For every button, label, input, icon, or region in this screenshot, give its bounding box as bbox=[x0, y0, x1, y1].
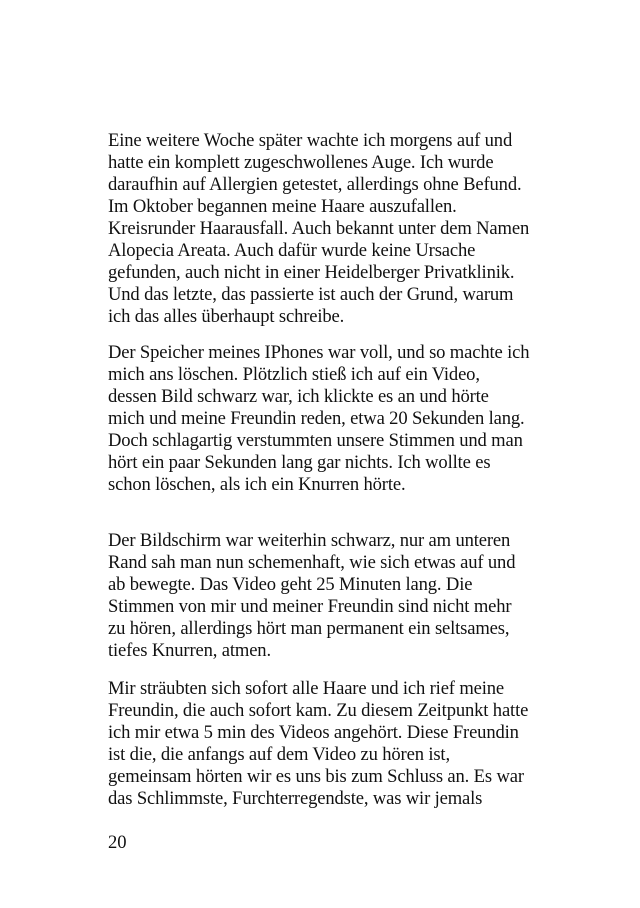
page-number: 20 bbox=[108, 832, 127, 853]
text-line: Der Speicher meines IPhones war voll, und so machte ich bbox=[108, 342, 530, 363]
text-line: ich mir etwa 5 min des Videos angehört. Diese Freundin bbox=[108, 722, 519, 743]
text-line: das Schlimmste, Furchterregendste, was wir jemals bbox=[108, 788, 483, 809]
text-line: Freundin, die auch sofort kam. Zu diesem Zeitpunkt hatte bbox=[108, 700, 529, 721]
text-line: zu hören, allerdings hört man permanent ein seltsames, bbox=[108, 618, 510, 639]
text-line: Alopecia Areata. Auch dafür wurde keine Ursache bbox=[108, 240, 476, 261]
text-line: gefunden, auch nicht in einer Heidelberger Privatklinik. bbox=[108, 262, 515, 283]
text-line: Doch schlagartig verstummten unsere Stimmen und man bbox=[108, 430, 523, 451]
text-line: hört ein paar Sekunden lang gar nichts. Ich wollte es bbox=[108, 452, 491, 473]
text-line: dessen Bild schwarz war, ich klickte es an und hörte bbox=[108, 386, 489, 407]
text-line: daraufhin auf Allergien getestet, allerdings ohne Befund. bbox=[108, 174, 522, 195]
text-line: Stimmen von mir und meiner Freundin sind nicht mehr bbox=[108, 596, 512, 617]
text-line: gemeinsam hörten wir es uns bis zum Schluss an. Es war bbox=[108, 766, 524, 787]
text-line: mich und meine Freundin reden, etwa 20 Sekunden lang. bbox=[108, 408, 525, 429]
text-line: mich ans löschen. Plötzlich stieß ich auf ein Video, bbox=[108, 364, 480, 385]
text-line: Im Oktober begannen meine Haare auszufallen. bbox=[108, 196, 457, 217]
text-line: Und das letzte, das passierte ist auch der Grund, warum bbox=[108, 284, 514, 305]
text-line: Rand sah man nun schemenhaft, wie sich etwas auf und bbox=[108, 552, 516, 573]
text-line: Kreisrunder Haarausfall. Auch bekannt unter dem Namen bbox=[108, 218, 530, 239]
text-line: schon löschen, als ich ein Knurren hörte. bbox=[108, 474, 406, 495]
text-line: Mir sträubten sich sofort alle Haare und ich rief meine bbox=[108, 678, 505, 699]
text-line: hatte ein komplett zugeschwollenes Auge. Ich wurde bbox=[108, 152, 494, 173]
text-line: tiefes Knurren, atmen. bbox=[108, 640, 271, 661]
text-line: Der Bildschirm war weiterhin schwarz, nur am unteren bbox=[108, 530, 511, 551]
text-line: ist die, die anfangs auf dem Video zu hören ist, bbox=[108, 744, 450, 765]
text-line: Eine weitere Woche später wachte ich morgens auf und bbox=[108, 130, 513, 151]
text-line: ab bewegte. Das Video geht 25 Minuten lang. Die bbox=[108, 574, 473, 595]
text-line: ich das alles überhaupt schreibe. bbox=[108, 306, 345, 327]
